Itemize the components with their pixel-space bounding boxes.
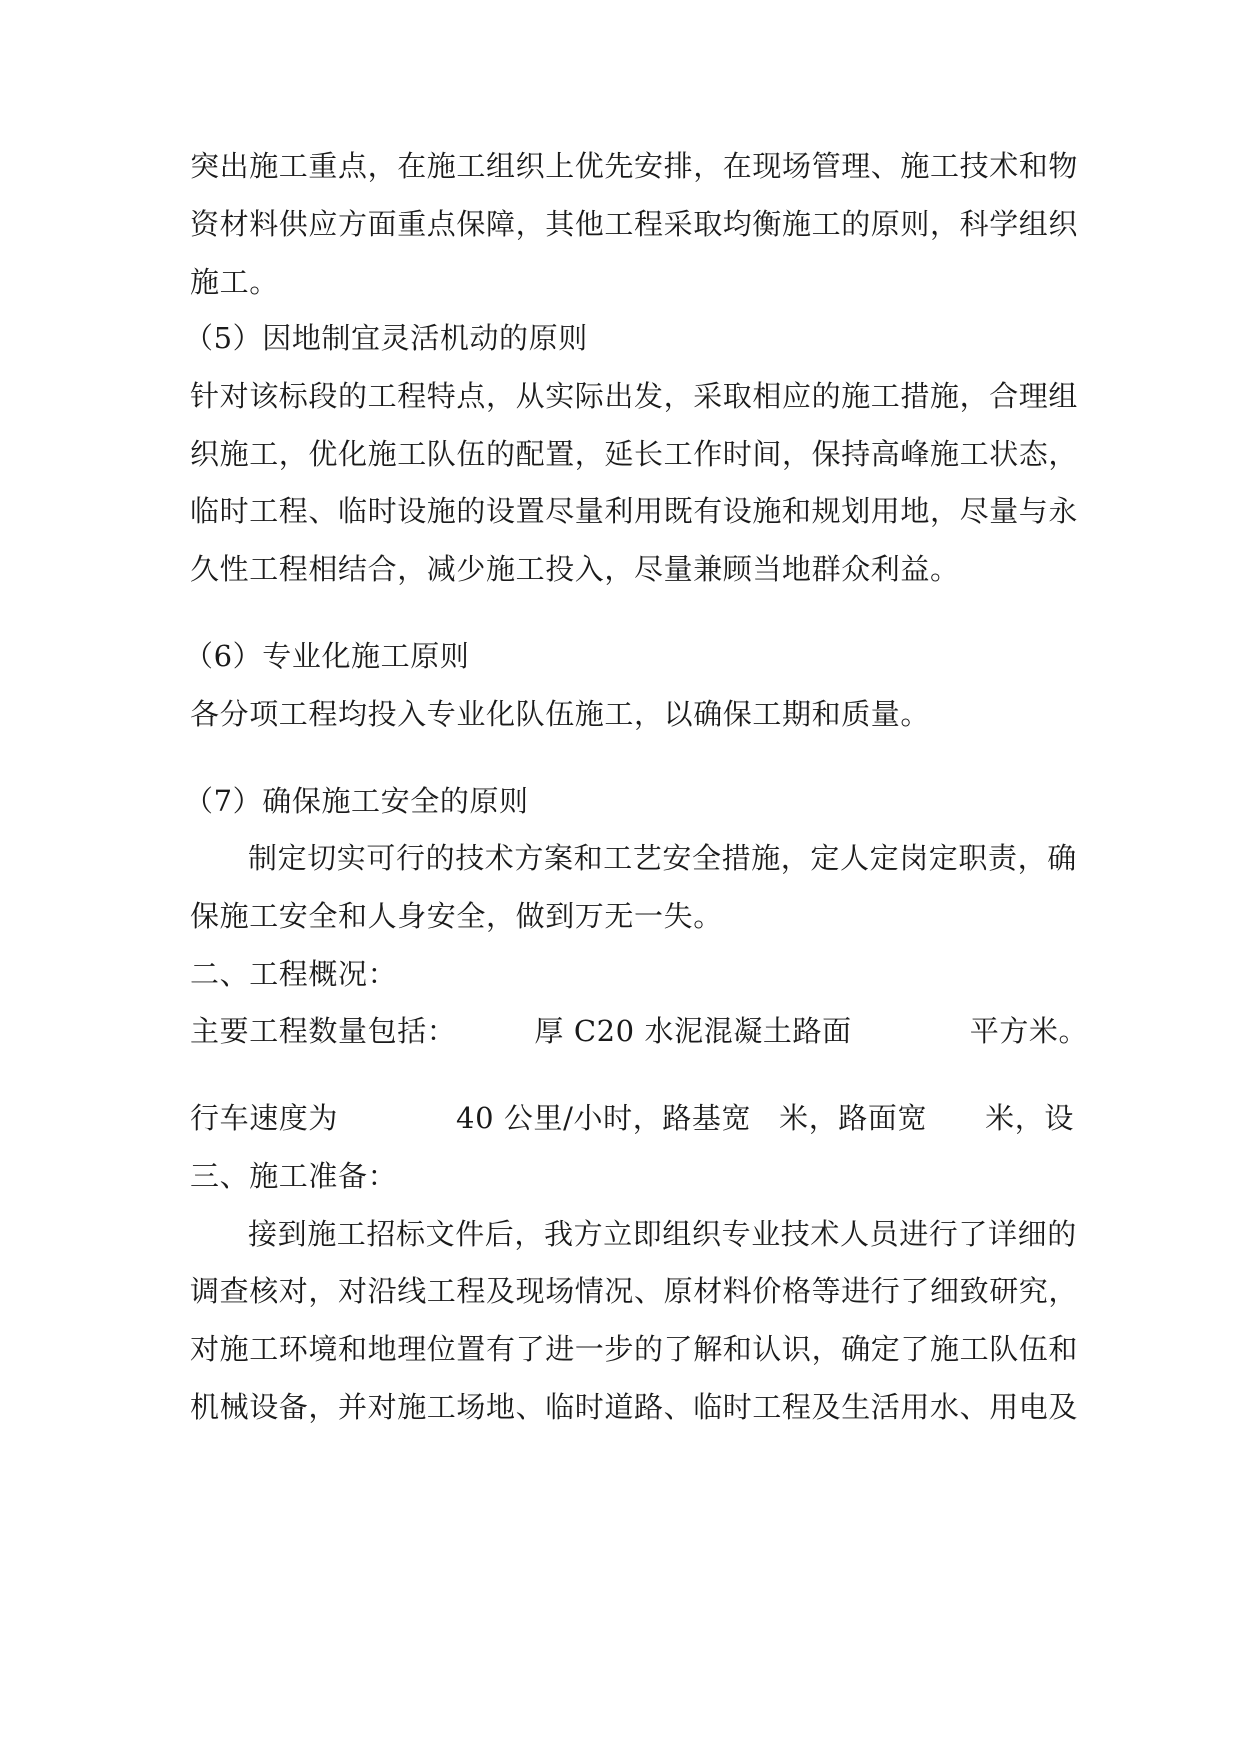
paragraph-line: 调查核对，对沿线工程及现场情况、原材料价格等进行了细致研究， (190, 1274, 1079, 1308)
paragraph-line: 对施工环境和地理位置有了进一步的了解和认识，确定了施工队伍和 (190, 1332, 1079, 1366)
paragraph-line: 突出施工重点，在施工组织上优先安排，在现场管理、施工技术和物 (190, 149, 1079, 183)
section-heading-2: 二、工程概况： (190, 957, 398, 991)
quantity-label: 主要工程数量包括： (190, 1014, 457, 1048)
quantity-unit: 平方米。 (969, 1014, 1089, 1048)
speed-line (190, 1098, 1074, 1138)
paragraph-line: 保施工安全和人身安全，做到万无一失。 (190, 899, 723, 933)
paragraph-line: 接到施工招标文件后，我方立即组织专业技术人员进行了详细的 (248, 1217, 1077, 1251)
section-heading-3: 三、施工准备： (190, 1159, 398, 1193)
paragraph-line: 制定切实可行的技术方案和工艺安全措施，定人定岗定职责，确 (248, 841, 1077, 875)
paragraph-line: 机械设备，并对施工场地、临时道路、临时工程及生活用水、用电及 (190, 1390, 1079, 1424)
section-heading-7: （7）确保施工安全的原则 (184, 784, 529, 818)
paragraph-line: 临时工程、临时设施的设置尽量利用既有设施和规划用地，尽量与永 (190, 494, 1079, 528)
quantity-line (190, 1011, 1089, 1051)
subgrade-width-unit: 米，路面宽 (779, 1101, 928, 1135)
paragraph-line: 各分项工程均投入专业化队伍施工，以确保工期和质量。 (190, 697, 931, 731)
speed-label: 行车速度为 (190, 1101, 339, 1135)
paragraph-line: 施工。 (190, 265, 279, 299)
section-heading-5: （5）因地制宜灵活机动的原则 (184, 321, 588, 355)
paragraph-line: 久性工程相结合，减少施工投入，尽量兼顾当地群众利益。 (190, 552, 960, 586)
speed-value: 40 公里/小时，路基宽 (456, 1101, 752, 1135)
quantity-item: 厚 C20 水泥混凝土路面 (534, 1014, 852, 1048)
paragraph-line: 针对该标段的工程特点，从实际出发，采取相应的施工措施，合理组 (190, 379, 1079, 413)
pavement-width-unit: 米，设 (985, 1101, 1074, 1135)
section-heading-6: （6）专业化施工原则 (184, 639, 470, 673)
paragraph-line: 资材料供应方面重点保障，其他工程采取均衡施工的原则，科学组织 (190, 207, 1079, 241)
paragraph-line: 织施工，优化施工队伍的配置，延长工作时间，保持高峰施工状态， (190, 437, 1079, 471)
